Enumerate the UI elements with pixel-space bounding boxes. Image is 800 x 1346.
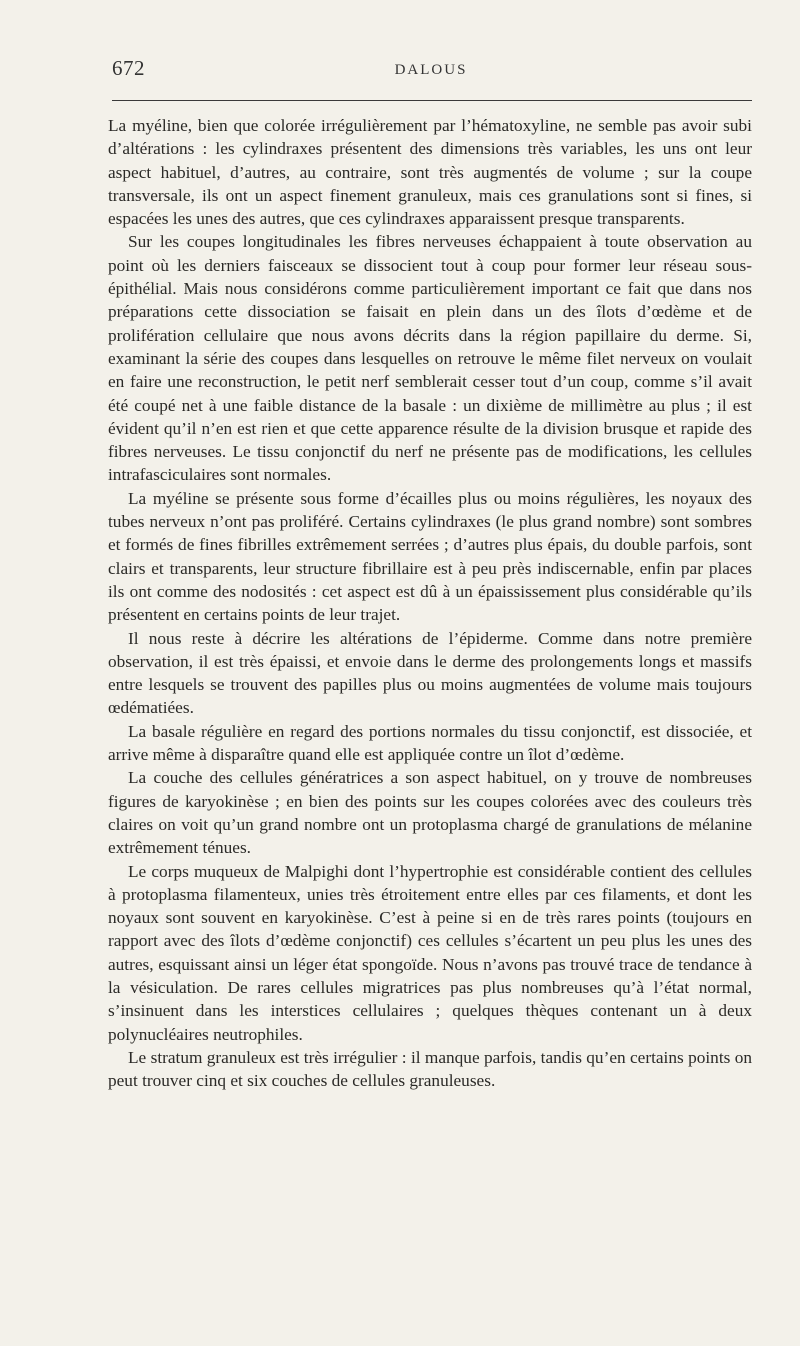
page-number: 672 bbox=[112, 56, 145, 80]
paragraph: La myéline se présente sous forme d’écailles plus ou moins régulières, les noyaux des tubes nerveux n’ont pas proliféré. Certains cylindraxes (le plus grand nombre) sont sombres et formés de fines fibrilles extrêmement serrées ; d’autres plus épais, du double parfois, sont clairs et transparents, leur structure fibrillaire est à peu près indiscernable, enfin par places ils ont comme des nodosités : cet aspect est dû à un épaississement plus considérable qu’ils présentent en certains points de leur trajet. bbox=[108, 488, 752, 625]
paragraph: Il nous reste à décrire les altérations de l’épiderme. Comme dans notre première observation, il est très épaissi, et envoie dans le derme des prolongements longs et massifs entre lesquels se trouvent des papilles plus ou moins augmentées de volume mais toujours œdématiées. bbox=[108, 628, 752, 718]
body-text bbox=[108, 114, 752, 1092]
paragraph: Le stratum granuleux est très irrégulier : il manque parfois, tandis qu’en certains points on peut trouver cinq et six couches de cellules granuleuses. bbox=[108, 1047, 752, 1091]
page-header bbox=[112, 56, 750, 90]
paragraph: La basale régulière en regard des portions normales du tissu conjonctif, est dissociée, et arrive même à disparaître quand elle est appliquée contre un îlot d’œdème. bbox=[108, 721, 752, 765]
paragraph: Le corps muqueux de Malpighi dont l’hypertrophie est considérable contient des cellules à protoplasma filamenteux, unies très étroitement entre elles par ces filaments, et dont les noyaux sont souvent en karyokinèse. C’est à peine si en de très rares points (toujours en rapport avec des îlots d’œdème conjonctif) ces cellules s’écartent un peu plus les unes des autres, esquissant ainsi un léger état spongoïde. Nous n’avons pas trouvé trace de tendance à la vésiculation. De rares cellules migratrices pas plus nombreuses qu’à l’état normal, s’insinuent dans les interstices cellulaires ; quelques thèques contenant un à deux polynucléaires neutrophiles. bbox=[108, 861, 752, 1044]
paragraph: La myéline, bien que colorée irrégulièrement par l’hématoxyline, ne semble pas avoir subi d’altérations : les cylindraxes présentent des dimensions très variables, les uns ont leur aspect habituel, d’autres, au contraire, sont très augmentés de volume ; sur la coupe transversale, ils ont un aspect finement granuleux, mais ces granulations sont si fines, si espacées les unes des autres, que ces cylindraxes apparaissent presque transparents. bbox=[108, 116, 752, 229]
header-rule bbox=[112, 100, 752, 101]
paragraph: Sur les coupes longitudinales les fibres nerveuses échappaient à toute observation au point où les derniers faisceaux se dissocient tout à coup pour former leur réseau sous-épithélial. Mais nous considérons comme particulièrement important ce fait que dans nos préparations cette dissociation se faisait en plein dans un des îlots d’œdème et de prolifération cellulaire que nous avons décrits dans la région papillaire du derme. Si, examinant la série des coupes dans lesquelles on retrouve le même filet nerveux on voulait en faire une reconstruction, le petit nerf semblerait cesser tout d’un coup, comme s’il avait été coupé net à une faible distance de la basale : un dixième de millimètre au plus ; il est évident qu’il n’en est rien et que cette apparence résulte de la division brusque et rapide des fibres nerveuses. Le tissu conjonctif du nerf ne présente pas de modifications, les cellules intrafasciculaires sont normales. bbox=[108, 232, 752, 485]
running-head: DALOUS bbox=[394, 62, 468, 78]
paragraph: La couche des cellules génératrices a son aspect habituel, on y trouve de nombreuses figures de karyokinèse ; en bien des points sur les coupes colorées avec des couleurs très claires on voit qu’un grand nombre ont un protoplasma chargé de granulations de mélanine extrêmement ténues. bbox=[108, 768, 752, 858]
